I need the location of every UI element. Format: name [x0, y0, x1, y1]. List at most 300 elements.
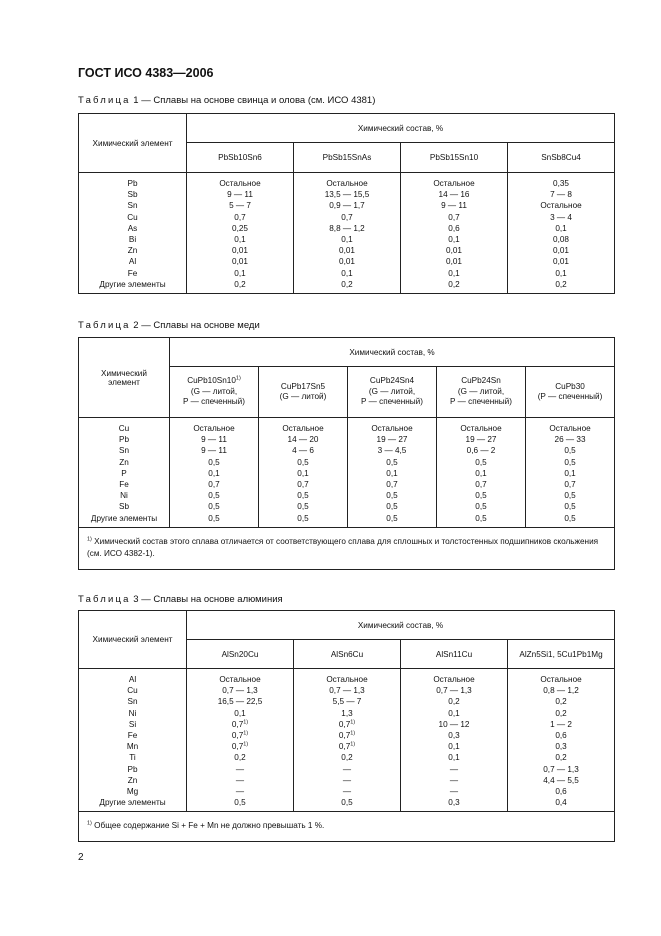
alloy-name-line: [526, 382, 614, 393]
value-cell: 7 — 8: [508, 189, 615, 200]
value-cell: 0,25: [187, 223, 294, 234]
value-cell: 0,5: [348, 457, 437, 468]
value-cell: 0,6 — 2: [437, 445, 526, 456]
alloy-process-line: (G — литой,: [368, 386, 416, 396]
table-row: [79, 764, 615, 775]
value-cell: 0,5: [437, 513, 526, 528]
footnote-ref: 1): [243, 719, 249, 726]
value-cell: Остальное: [401, 173, 508, 190]
value-text: —: [449, 775, 459, 785]
value-cell: [187, 696, 294, 707]
value-cell: [401, 797, 508, 812]
alloy-name-line: [170, 376, 258, 387]
value-cell: 8,8 — 1,2: [294, 223, 401, 234]
table2-element-header-line1: Химический: [101, 368, 147, 378]
value-cell: [508, 786, 615, 797]
footnote-ref: 1): [350, 730, 356, 737]
footnote-ref: 1): [243, 741, 249, 748]
value-cell: 0,7: [170, 479, 259, 490]
value-cell: [187, 730, 294, 741]
alloy-process-line: (G — литой,: [457, 386, 505, 396]
value-cell: Остальное: [348, 418, 437, 435]
table-row: [79, 212, 615, 223]
value-text: 0,5: [341, 798, 353, 808]
table2-footnote-mark: 1): [87, 536, 92, 543]
alloy-process-line: P — спеченный): [183, 397, 245, 407]
value-cell: 0,7: [348, 479, 437, 490]
value-text: 0,7 — 1,3: [329, 686, 365, 696]
element-cell: Si: [79, 719, 187, 730]
table1-composition-header: Химический состав, %: [187, 114, 615, 143]
table3-alloy-header: AlSn6Cu: [294, 640, 401, 669]
value-cell: [401, 685, 508, 696]
table-row: [79, 268, 615, 279]
value-text: 0,1: [448, 742, 460, 752]
value-cell: 0,01: [508, 245, 615, 256]
value-cell: 0,7: [401, 212, 508, 223]
table3-caption-word: Таблица: [78, 594, 131, 605]
value-text: 5,5 — 7: [332, 697, 362, 707]
table-row: [79, 200, 615, 211]
table2-alloy-header: [170, 367, 259, 418]
table3-footnote: [79, 812, 615, 842]
table-row: [79, 741, 615, 752]
element-cell: Pb: [79, 173, 187, 190]
value-cell: [508, 730, 615, 741]
table2-footnote-text: Химический состав этого сплава отличается от соответствующего сплава для сплошных и толстостенных подшипников скольжения (см. ИСО 4382-1).: [87, 536, 599, 558]
value-cell: [294, 764, 401, 775]
value-cell: [294, 708, 401, 719]
element-cell: Fe: [79, 479, 170, 490]
value-cell: 9 — 11: [170, 434, 259, 445]
value-cell: [508, 764, 615, 775]
value-cell: 0,5: [259, 513, 348, 528]
value-text: 0,7 — 1,3: [222, 686, 258, 696]
value-text: 0,4: [555, 798, 567, 808]
value-cell: 0,01: [187, 245, 294, 256]
value-cell: 0,1: [294, 268, 401, 279]
document-header: ГОСТ ИСО 4383—2006: [78, 66, 214, 80]
value-cell: 5 — 7: [187, 200, 294, 211]
table1-element-header: Химический элемент: [79, 114, 187, 173]
alloy-name: CuPb30: [555, 381, 585, 391]
element-cell: Zn: [79, 775, 187, 786]
element-cell: Pb: [79, 434, 170, 445]
table3-composition-header: Химический состав, %: [187, 611, 615, 640]
value-cell: 0,5: [437, 501, 526, 512]
value-text: 0,7: [338, 742, 351, 752]
alloy-name: CuPb10Sn10: [187, 376, 236, 386]
value-cell: [294, 719, 401, 730]
value-cell: 0,5: [526, 513, 615, 528]
table-row: [79, 708, 615, 719]
value-cell: [187, 775, 294, 786]
value-cell: [401, 719, 508, 730]
table1-alloy-header: PbSb15SnAs: [294, 143, 401, 173]
value-cell: 0,5: [170, 490, 259, 501]
value-text: 0,2: [555, 708, 567, 718]
value-cell: 0,5: [526, 490, 615, 501]
element-cell: Zn: [79, 245, 187, 256]
value-cell: [508, 669, 615, 686]
value-cell: 14 — 16: [401, 189, 508, 200]
element-cell: P: [79, 468, 170, 479]
value-cell: 0,1: [401, 268, 508, 279]
value-cell: Остальное: [526, 418, 615, 435]
value-cell: [401, 730, 508, 741]
table-row: [79, 501, 615, 512]
element-cell: Cu: [79, 212, 187, 223]
value-cell: [187, 797, 294, 812]
value-cell: [294, 752, 401, 763]
value-text: 16,5 — 22,5: [217, 697, 263, 707]
table-row: [79, 434, 615, 445]
table2-element-header: [79, 338, 170, 418]
value-cell: 0,1: [187, 234, 294, 245]
value-text: 0,6: [555, 787, 567, 797]
value-cell: 0,01: [294, 256, 401, 267]
table2-alloy-header: [259, 367, 348, 418]
value-cell: [508, 685, 615, 696]
value-cell: 0,5: [259, 501, 348, 512]
table2-element-header-line2: элемент: [108, 377, 140, 387]
table-row: [79, 189, 615, 200]
value-cell: [187, 752, 294, 763]
value-text: 0,2: [341, 753, 353, 763]
table2-footnote: [79, 527, 615, 569]
value-cell: 13,5 — 15,5: [294, 189, 401, 200]
table1-caption-word: Таблица: [78, 95, 131, 106]
value-text: Остальное: [219, 675, 261, 684]
value-cell: 0,5: [170, 501, 259, 512]
table2-alloy-header: [348, 367, 437, 418]
value-text: 0,7: [231, 719, 244, 729]
table-row: [79, 256, 615, 267]
table3: [78, 610, 615, 842]
value-text: 1 — 2: [550, 719, 572, 729]
value-cell: 0,01: [508, 256, 615, 267]
value-cell: [187, 764, 294, 775]
value-cell: 0,01: [401, 245, 508, 256]
value-text: Остальное: [433, 675, 475, 684]
value-cell: [508, 741, 615, 752]
value-cell: [294, 797, 401, 812]
value-cell: 9 — 11: [170, 445, 259, 456]
alloy-name-line: [348, 376, 436, 387]
value-cell: [508, 775, 615, 786]
value-text: —: [449, 764, 459, 774]
footnote-ref: 1): [235, 375, 241, 382]
alloy-process-line: (P — спеченный): [537, 392, 603, 401]
table-row: [79, 797, 615, 812]
value-cell: 0,1: [294, 234, 401, 245]
value-cell: 0,5: [526, 457, 615, 468]
table-row: [79, 752, 615, 763]
value-text: 0,3: [448, 798, 460, 808]
alloy-name: CuPb24Sn4: [369, 376, 415, 386]
value-cell: 0,5: [526, 501, 615, 512]
alloy-name-line: [259, 382, 347, 393]
value-cell: [187, 786, 294, 797]
table-row: [79, 479, 615, 490]
element-cell: Al: [79, 256, 187, 267]
value-text: 0,7: [231, 742, 244, 752]
value-cell: 9 — 11: [401, 200, 508, 211]
value-cell: 0,2: [401, 279, 508, 294]
table1-alloy-header: PbSb10Sn6: [187, 143, 294, 173]
table-row: [79, 669, 615, 686]
value-text: 0,2: [234, 753, 246, 763]
value-text: 0,7 — 1,3: [436, 686, 472, 696]
alloy-name-line: [437, 376, 525, 387]
value-text: —: [235, 764, 245, 774]
value-cell: 0,1: [401, 234, 508, 245]
alloy-process-line: P — спеченный): [361, 397, 423, 407]
table-row: [79, 279, 615, 294]
value-text: 0,2: [555, 753, 567, 763]
value-cell: [401, 708, 508, 719]
table3-alloy-header: AlSn11Cu: [401, 640, 508, 669]
alloy-process-line: (G — литой,: [190, 386, 238, 396]
value-text: —: [342, 775, 352, 785]
value-cell: [187, 708, 294, 719]
element-cell: Cu: [79, 685, 187, 696]
table3-footnote-mark: 1): [87, 820, 92, 827]
value-text: —: [449, 787, 459, 797]
alloy-name: CuPb17Sn5: [280, 381, 326, 391]
value-cell: [294, 730, 401, 741]
footnote-ref: 1): [350, 719, 356, 726]
value-text: 0,1: [448, 708, 460, 718]
value-text: 0,7: [231, 731, 244, 741]
value-cell: 0,1: [508, 223, 615, 234]
value-cell: 0,2: [508, 279, 615, 294]
value-cell: [187, 669, 294, 686]
value-text: —: [235, 787, 245, 797]
value-cell: Остальное: [259, 418, 348, 435]
table-row: [79, 418, 615, 435]
alloy-process-line: P — спеченный): [450, 397, 512, 407]
value-cell: 0,5: [259, 457, 348, 468]
alloy-name: CuPb24Sn: [461, 376, 501, 386]
value-cell: 0,7: [187, 212, 294, 223]
value-cell: 0,35: [508, 173, 615, 190]
value-cell: 0,1: [526, 468, 615, 479]
value-cell: 0,08: [508, 234, 615, 245]
element-cell: Fe: [79, 730, 187, 741]
value-text: 10 — 12: [438, 719, 470, 729]
element-cell: Zn: [79, 457, 170, 468]
value-cell: 0,1: [187, 268, 294, 279]
value-cell: 0,1: [170, 468, 259, 479]
value-cell: [508, 797, 615, 812]
table1-alloy-header: SnSb8Cu4: [508, 143, 615, 173]
table-row: [79, 730, 615, 741]
table1-alloy-header: PbSb15Sn10: [401, 143, 508, 173]
table2-alloy-header: [437, 367, 526, 418]
value-text: —: [342, 764, 352, 774]
value-cell: 0,5: [437, 457, 526, 468]
table3-footnote-text: Общее содержание Si + Fe + Mn не должно превышать 1 %.: [91, 821, 325, 831]
alloy-process-line: (G — литой): [279, 392, 327, 401]
value-cell: 0,5: [170, 457, 259, 468]
table2-caption-text: 2 — Сплавы на основе меди: [130, 320, 260, 331]
table1-body: [79, 173, 615, 294]
table-row: [79, 245, 615, 256]
value-cell: Остальное: [170, 418, 259, 435]
table3-alloy-header: AlZn5Si1, 5Cu1Pb1Mg: [508, 640, 615, 669]
element-cell: Al: [79, 669, 187, 686]
value-cell: 0,1: [508, 268, 615, 279]
value-text: 1,3: [341, 708, 353, 718]
value-cell: 26 — 33: [526, 434, 615, 445]
value-cell: [401, 752, 508, 763]
value-cell: 14 — 20: [259, 434, 348, 445]
value-text: 0,1: [448, 753, 460, 763]
value-cell: 0,7: [526, 479, 615, 490]
element-cell: Sn: [79, 200, 187, 211]
value-cell: 0,7: [437, 479, 526, 490]
table2: [78, 337, 615, 570]
table3-element-header: Химический элемент: [79, 611, 187, 669]
value-cell: Остальное: [294, 173, 401, 190]
table2-alloy-header: [526, 367, 615, 418]
value-cell: 0,1: [348, 468, 437, 479]
element-cell: Fe: [79, 268, 187, 279]
table2-body: [79, 418, 615, 528]
value-cell: [187, 685, 294, 696]
table-row: [79, 513, 615, 528]
value-cell: [294, 685, 401, 696]
value-cell: 0,1: [437, 468, 526, 479]
element-cell: Ti: [79, 752, 187, 763]
value-cell: 0,5: [348, 490, 437, 501]
value-cell: [187, 741, 294, 752]
value-cell: Остальное: [508, 200, 615, 211]
table-row: [79, 457, 615, 468]
value-text: 0,5: [234, 798, 246, 808]
table-row: [79, 775, 615, 786]
table1-caption: [78, 95, 375, 106]
table-row: [79, 445, 615, 456]
value-cell: 0,01: [294, 245, 401, 256]
value-cell: 0,2: [187, 279, 294, 294]
element-cell: Sn: [79, 445, 170, 456]
value-cell: [508, 696, 615, 707]
table2-caption: [78, 320, 260, 331]
value-cell: [401, 669, 508, 686]
value-cell: 0,5: [348, 501, 437, 512]
value-cell: 19 — 27: [437, 434, 526, 445]
table3-caption-text: 3 — Сплавы на основе алюминия: [130, 594, 283, 605]
value-cell: 0,5: [170, 513, 259, 528]
table-row: [79, 468, 615, 479]
element-cell: Bi: [79, 234, 187, 245]
footnote-ref: 1): [350, 741, 356, 748]
value-cell: [401, 775, 508, 786]
value-cell: 0,9 — 1,7: [294, 200, 401, 211]
value-text: 4,4 — 5,5: [543, 775, 579, 785]
value-cell: [401, 741, 508, 752]
value-text: —: [342, 787, 352, 797]
value-cell: 0,5: [348, 513, 437, 528]
value-cell: 0,7: [294, 212, 401, 223]
value-cell: [294, 741, 401, 752]
table-row: [79, 696, 615, 707]
table-row: [79, 719, 615, 730]
value-cell: 19 — 27: [348, 434, 437, 445]
value-cell: [401, 786, 508, 797]
value-text: 0,8 — 1,2: [543, 686, 579, 696]
table2-caption-word: Таблица: [78, 320, 131, 331]
value-cell: [294, 696, 401, 707]
value-cell: [294, 775, 401, 786]
value-cell: 0,01: [401, 256, 508, 267]
value-cell: [401, 696, 508, 707]
table-row: [79, 223, 615, 234]
element-cell: Sb: [79, 189, 187, 200]
footnote-ref: 1): [243, 730, 249, 737]
value-text: Остальное: [326, 675, 368, 684]
element-cell: Pb: [79, 764, 187, 775]
value-text: 0,7 — 1,3: [543, 764, 579, 774]
value-text: 0,1: [234, 708, 246, 718]
value-cell: [187, 719, 294, 730]
element-cell: As: [79, 223, 187, 234]
value-text: 0,7: [338, 731, 351, 741]
value-text: 0,7: [338, 719, 351, 729]
element-cell: Mg: [79, 786, 187, 797]
value-cell: 0,2: [294, 279, 401, 294]
value-cell: 0,6: [401, 223, 508, 234]
value-text: 0,2: [555, 697, 567, 707]
value-cell: 3 — 4,5: [348, 445, 437, 456]
element-cell: Cu: [79, 418, 170, 435]
table3-alloy-header: AlSn20Cu: [187, 640, 294, 669]
value-cell: 4 — 6: [259, 445, 348, 456]
page-number: 2: [78, 852, 84, 863]
element-cell: Другие элементы: [79, 513, 170, 528]
table2-composition-header: Химический состав, %: [170, 338, 615, 367]
value-cell: [401, 764, 508, 775]
table1: [78, 113, 615, 294]
value-cell: 0,1: [259, 468, 348, 479]
element-cell: Другие элементы: [79, 797, 187, 812]
element-cell: Ni: [79, 708, 187, 719]
value-cell: 0,5: [259, 490, 348, 501]
table-row: [79, 685, 615, 696]
value-cell: 0,5: [437, 490, 526, 501]
table-row: [79, 173, 615, 190]
value-text: Остальное: [540, 675, 582, 684]
element-cell: Sn: [79, 696, 187, 707]
value-text: 0,6: [555, 731, 567, 741]
table-row: [79, 490, 615, 501]
value-cell: 9 — 11: [187, 189, 294, 200]
value-text: 0,3: [555, 742, 567, 752]
element-cell: Sb: [79, 501, 170, 512]
value-text: 0,3: [448, 731, 460, 741]
value-cell: 3 — 4: [508, 212, 615, 223]
value-text: —: [235, 775, 245, 785]
value-cell: [294, 786, 401, 797]
value-cell: 0,5: [526, 445, 615, 456]
value-cell: 0,01: [187, 256, 294, 267]
value-cell: [508, 708, 615, 719]
value-text: 0,2: [448, 697, 460, 707]
table-row: [79, 234, 615, 245]
element-cell: Mn: [79, 741, 187, 752]
